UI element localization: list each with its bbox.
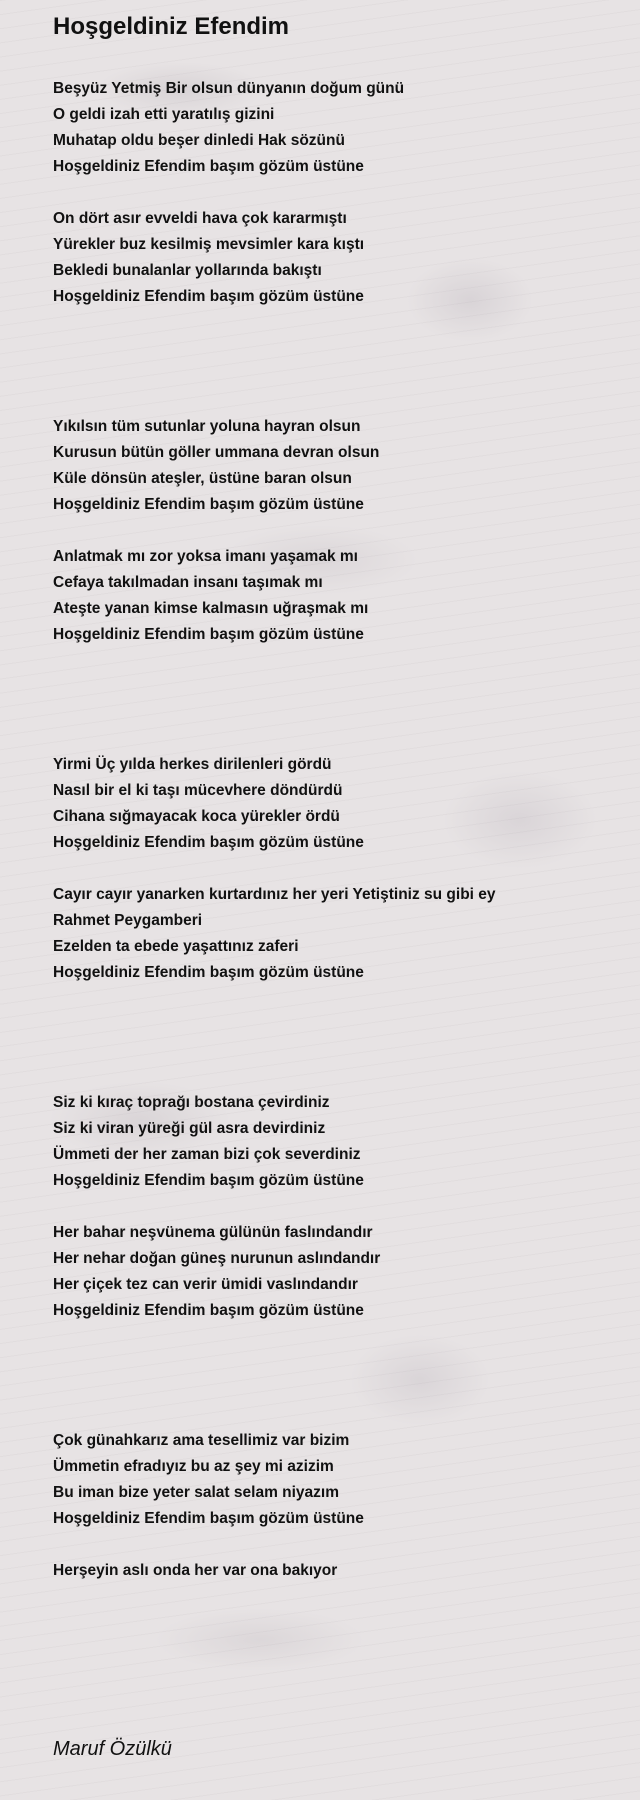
- poem-line: Her nehar doğan güneş nurunun aslındandır: [53, 1250, 381, 1267]
- poem-line: Ümmetin efradıyız bu az şey mi azizim: [53, 1458, 334, 1475]
- stanza-8: [53, 1220, 633, 1324]
- poem-line: Hoşgeldiniz Efendim başım gözüm üstüne: [53, 158, 364, 175]
- stanza-6: [53, 882, 633, 986]
- stanza-gap: [53, 1194, 633, 1220]
- poem-line: On dört asır evveldi hava çok kararmıştı: [53, 210, 347, 227]
- stanza-2: [53, 206, 633, 310]
- poem-line: Ezelden ta ebede yaşattınız zaferi: [53, 938, 299, 955]
- poem-line: Yürekler buz kesilmiş mevsimler kara kıştı: [53, 236, 365, 253]
- stanza-gap: [53, 1532, 633, 1558]
- poem-line: Küle dönsün ateşler, üstüne baran olsun: [53, 470, 352, 487]
- section-gap: [53, 310, 633, 414]
- poem-title: Hoşgeldiniz Efendim: [53, 13, 290, 40]
- poem-line: Cayır cayır yanarken kurtardınız her yeri Yetiştiniz su gibi ey: [53, 886, 496, 903]
- poem-line: Hoşgeldiniz Efendim başım gözüm üstüne: [53, 626, 364, 643]
- poem-line: Herşeyin aslı onda her var ona bakıyor: [53, 1562, 338, 1579]
- poem-line: Ümmeti der her zaman bizi çok severdiniz: [53, 1146, 361, 1163]
- poem-line: Cihana sığmayacak koca yürekler ördü: [53, 808, 340, 825]
- poem-line: Anlatmak mı zor yoksa imanı yaşamak mı: [53, 548, 358, 565]
- poem-line: Yirmi Üç yılda herkes dirilenleri gördü: [53, 756, 332, 773]
- section-gap: [53, 648, 633, 752]
- stanza-9: [53, 1428, 633, 1532]
- poem-line: O geldi izah etti yaratılış gizini: [53, 106, 275, 123]
- poem-line: Hoşgeldiniz Efendim başım gözüm üstüne: [53, 1172, 364, 1189]
- poem-line: Her çiçek tez can verir ümidi vaslındandır: [53, 1276, 358, 1293]
- poem-line: Rahmet Peygamberi: [53, 912, 203, 929]
- poem-line: Hoşgeldiniz Efendim başım gözüm üstüne: [53, 496, 364, 513]
- poem-line: Bu iman bize yeter salat selam niyazım: [53, 1484, 340, 1501]
- poem-line: Hoşgeldiniz Efendim başım gözüm üstüne: [53, 964, 364, 981]
- stanza-3: [53, 414, 633, 518]
- poem-line: Hoşgeldiniz Efendim başım gözüm üstüne: [53, 834, 364, 851]
- stanza-5: [53, 752, 633, 856]
- stanza-gap: [53, 856, 633, 882]
- poem-author: Maruf Özülkü: [53, 1738, 172, 1760]
- stanza-4: [53, 544, 633, 648]
- poem-line: Her bahar neşvünema gülünün faslındandır: [53, 1224, 373, 1241]
- stanza-7: [53, 1090, 633, 1194]
- poem-line: Çok günahkarız ama tesellimiz var bizim: [53, 1432, 350, 1449]
- poem-line: Hoşgeldiniz Efendim başım gözüm üstüne: [53, 1510, 364, 1527]
- poem-line: Ateşte yanan kimse kalmasın uğraşmak mı: [53, 600, 369, 617]
- poem-line: Bekledi bunalanlar yollarında bakıştı: [53, 262, 322, 279]
- stanza-10: [53, 1558, 633, 1584]
- stanza-gap: [53, 180, 633, 206]
- poem-line: Nasıl bir el ki taşı mücevhere döndürdü: [53, 782, 343, 799]
- section-gap: [53, 986, 633, 1090]
- poem-line: Beşyüz Yetmiş Bir olsun dünyanın doğum günü: [53, 80, 405, 97]
- poem-line: Hoşgeldiniz Efendim başım gözüm üstüne: [53, 288, 364, 305]
- poem-line: Kurusun bütün göller ummana devran olsun: [53, 444, 380, 461]
- stanza-gap: [53, 518, 633, 544]
- poem-line: Siz ki kıraç toprağı bostana çevirdiniz: [53, 1094, 330, 1111]
- poem-line: Cefaya takılmadan insanı taşımak mı: [53, 574, 323, 591]
- poem-line: Siz ki viran yüreği gül asra devirdiniz: [53, 1120, 326, 1137]
- poem-line: Muhatap oldu beşer dinledi Hak sözünü: [53, 132, 345, 149]
- poem-line: Hoşgeldiniz Efendim başım gözüm üstüne: [53, 1302, 364, 1319]
- section-gap: [53, 1324, 633, 1428]
- poem-body: [53, 76, 633, 1584]
- poem-line: Yıkılsın tüm sutunlar yoluna hayran olsun: [53, 418, 361, 435]
- stanza-1: [53, 76, 633, 180]
